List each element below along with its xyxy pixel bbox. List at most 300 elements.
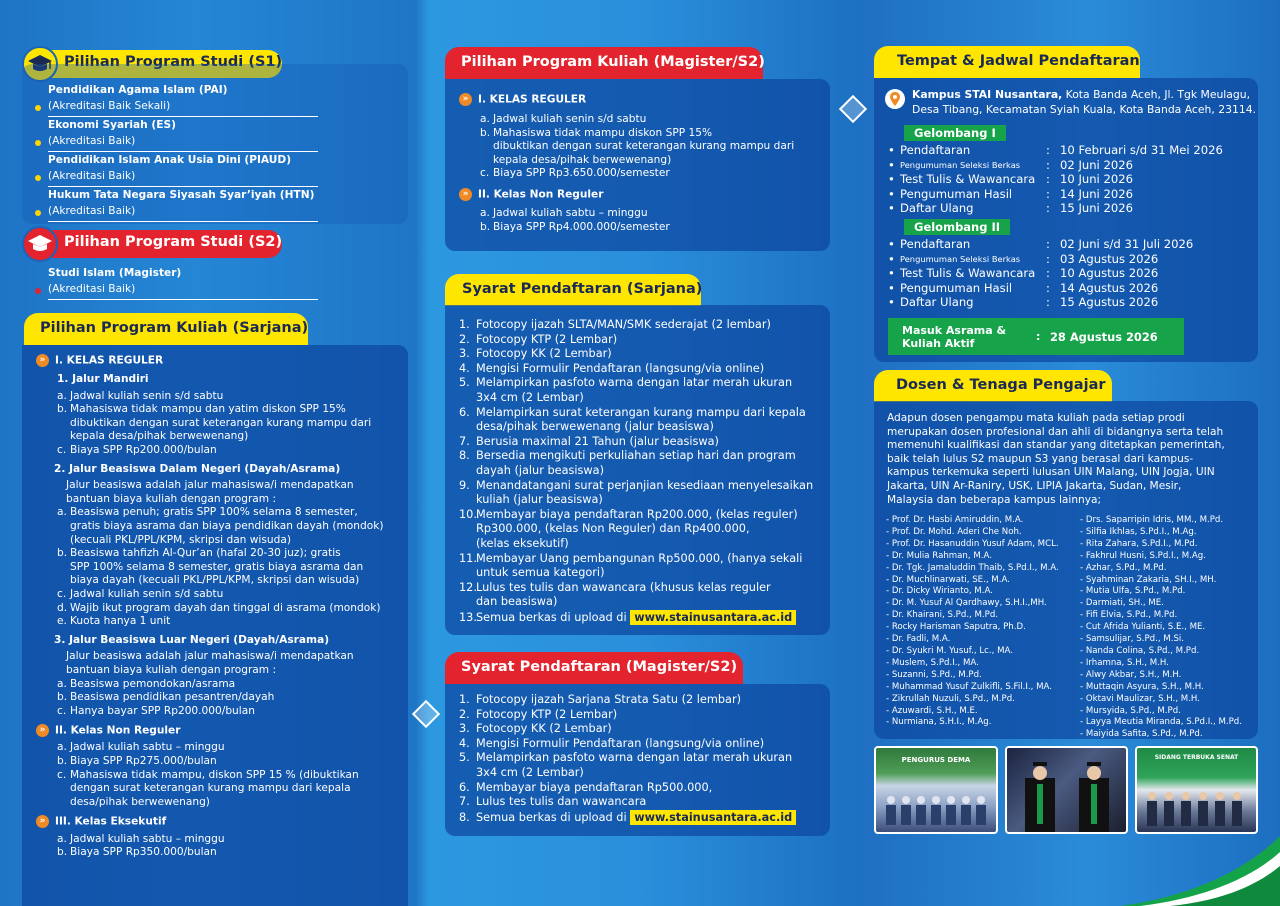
schedule-row xyxy=(888,201,1258,216)
item-marker: a. xyxy=(57,389,67,402)
senate-members-icon xyxy=(1137,748,1258,834)
item-marker: b. xyxy=(57,755,68,768)
schedule-date: 14 Juni 2026 xyxy=(1060,186,1133,201)
item-text: Menandatangani surat perjanjian kesediaan menyelesaikan kuliah (jalur beasiswa) xyxy=(476,478,814,507)
nonreg-heading xyxy=(36,724,402,738)
item-number: 3. xyxy=(459,347,470,361)
item-marker: b. xyxy=(57,691,68,704)
schedule-date: 10 Juni 2026 xyxy=(1060,172,1133,187)
list-item xyxy=(57,705,402,719)
item-number: 10. xyxy=(459,507,477,521)
j3-title: 3. Jalur Beasiswa Luar Negeri (Dayah/Asrama) xyxy=(54,633,330,646)
corner-swoosh-decoration xyxy=(1120,836,1280,906)
schedule-row xyxy=(888,158,1258,173)
item-text: Beasiswa tahfizh Al-Qur’an (hafal 20-30 juz); gratis SPP 100% selama 8 semester, gratis biaya asrama dan biaya dayah (kecuali PKL/PPL/KPM, skripsi dan wisuda) xyxy=(70,547,364,587)
colon: : xyxy=(1046,201,1050,216)
list-item xyxy=(459,751,827,780)
list-item xyxy=(459,737,827,752)
schedule-date: 10 Agustus 2026 xyxy=(1060,266,1159,281)
list-item xyxy=(57,403,402,444)
website-link[interactable]: www.stainusantara.ac.id xyxy=(630,810,796,825)
j2-title: 2. Jalur Beasiswa Dalam Negeri (Dayah/Asrama) xyxy=(54,462,341,475)
list-item xyxy=(57,506,402,547)
program-item xyxy=(48,153,408,187)
list-item xyxy=(57,588,402,602)
dosen-name: - Dr. Mulia Rahman, M.A. xyxy=(886,550,992,561)
panel-left xyxy=(0,0,420,906)
bullet-dot-icon xyxy=(35,210,41,216)
schedule-label: Pengumuman Hasil xyxy=(900,280,1013,295)
program-name: Pendidikan Islam Anak Usia Dini (PIAUD) xyxy=(48,154,292,166)
item-text: Jadwal kuliah sabtu – minggu xyxy=(70,832,225,845)
item-text: Lulus tes tulis dan wawancara (khusus kelas reguler dan beasiswa) xyxy=(476,580,771,609)
item-text: Fotocopy ijazah Sarjana Strata Satu (2 lembar) xyxy=(476,693,742,706)
schedule-row xyxy=(888,281,1258,296)
item-text: Beasiswa penuh; gratis SPP 100% selama 8 semester, gratis biaya asrama dan biaya pendidikan dayah (mondok) (kecuali PKL/PPL/KPM, skripsi dan wisuda) xyxy=(70,506,384,546)
schedule-bullet: • xyxy=(888,251,895,266)
list-item xyxy=(459,581,827,610)
list-item xyxy=(459,333,827,348)
gelombang-1-list xyxy=(888,143,1258,216)
list-item xyxy=(480,221,829,235)
list-item xyxy=(459,708,827,723)
list-item xyxy=(480,167,829,181)
colon: : xyxy=(1046,143,1050,157)
schedule-label: Pendaftaran xyxy=(900,143,971,157)
list-item xyxy=(57,615,402,629)
dosen-name: - Dr. Syukri M. Yusuf., Lc., MA. xyxy=(886,645,1013,656)
group-people-icon xyxy=(876,748,998,834)
item-text: Jadwal kuliah sabtu – minggu xyxy=(493,207,648,220)
eks-heading xyxy=(36,815,402,829)
item-text: Jadwal kuliah senin s/d sabtu xyxy=(493,113,647,126)
syarat-magister-title: Syarat Pendaftaran (Magister/S2) xyxy=(445,652,743,684)
list-item xyxy=(57,444,402,458)
item-marker: a. xyxy=(57,741,67,754)
j2-list xyxy=(57,506,402,628)
list-item xyxy=(57,547,402,588)
list-item xyxy=(459,693,827,708)
dosen-name: - Syahminan Zakaria, SH.I., MH. xyxy=(1080,574,1217,585)
item-marker: b. xyxy=(480,126,491,139)
schedule-row xyxy=(888,172,1258,187)
photo-wisuda xyxy=(1005,746,1128,834)
tempat-jadwal-title: Tempat & Jadwal Pendaftaran xyxy=(874,46,1140,78)
photo-sidang-senat-caption: SIDANG TERBUKA SENAT xyxy=(1154,754,1239,761)
item-marker: c. xyxy=(57,588,67,600)
dosen-name: - Nurmiana, S.H.I., M.Ag. xyxy=(886,717,992,728)
bullet-dot-icon xyxy=(35,140,41,146)
item-text: Berusia maximal 21 Tahun (jalur beasiswa) xyxy=(476,434,719,448)
dosen-name: - Drs. Saparripin Idris, MM., M.Pd. xyxy=(1080,515,1224,525)
item-text: Jadwal kuliah senin s/d sabtu xyxy=(70,588,224,600)
syarat-sarjana-content xyxy=(459,318,827,625)
dosen-title: Dosen & Tenaga Pengajar xyxy=(874,370,1112,402)
syarat-magister-content xyxy=(459,693,827,825)
item-text: Biaya SPP Rp4.000.000/semester xyxy=(493,220,670,233)
photo-pengurus-dema xyxy=(874,746,998,834)
list-item xyxy=(459,552,827,581)
item-text: Jadwal kuliah sabtu – minggu xyxy=(70,741,225,754)
item-number: 11. xyxy=(459,551,477,565)
item-text: Bersedia mengikuti perkuliahan setiap hari dan program dayah (jalur beasiswa) xyxy=(476,449,796,477)
schedule-bullet: • xyxy=(888,201,895,216)
j2-intro: Jalur beasiswa adalah jalur mahasiswa/i mendapatkan bantuan biaya kuliah dengan program : xyxy=(66,479,354,505)
list-item xyxy=(57,741,402,755)
item-text: Biaya SPP Rp275.000/bulan xyxy=(70,755,217,768)
mnon-title: II. Kelas Non Reguler xyxy=(478,188,604,201)
dosen-name: - Fifi Elvia, S.Pd., M.Pd. xyxy=(1080,610,1178,621)
s2-list xyxy=(48,266,408,301)
list-item xyxy=(57,678,402,692)
dosen-name: - Alwy Akbar, S.H., M.H. xyxy=(1080,669,1182,680)
list-item xyxy=(57,755,402,769)
schedule-label: Pengumuman Hasil xyxy=(900,186,1013,201)
list-item xyxy=(480,127,829,168)
item-marker: c. xyxy=(57,704,67,717)
bullet-dot-icon xyxy=(35,105,41,111)
schedule-date: 10 Februari s/d 31 Mei 2026 xyxy=(1060,143,1223,157)
dosen-name: - Samsulijar, S.Pd., M.Si. xyxy=(1080,634,1185,645)
upload-text: Semua berkas di upload di xyxy=(476,610,627,624)
campus-name: Kampus STAI Nusantara, xyxy=(912,88,1063,101)
dosen-name: - Azhar, S.Pd., M.Pd. xyxy=(1080,562,1167,573)
item-text: Jadwal kuliah senin s/d sabtu xyxy=(70,389,224,402)
schedule-row xyxy=(888,237,1258,252)
schedule-bullet: • xyxy=(888,172,895,187)
j3-intro: Jalur beasiswa adalah jalur mahasiswa/i mendapatkan bantuan biaya kuliah dengan program : xyxy=(66,650,354,676)
item-number: 8. xyxy=(459,449,470,463)
schedule-bullet: • xyxy=(888,157,895,172)
double-chevron-icon: » xyxy=(36,724,49,737)
panel-right xyxy=(860,0,1280,906)
item-number: 13. xyxy=(459,610,477,624)
item-marker: d. xyxy=(57,601,68,614)
eks-list xyxy=(57,833,402,860)
item-text: Melampirkan pasfoto warna dengan latar merah ukuran 3x4 cm (2 Lembar) xyxy=(476,751,793,779)
syarat-sarjana-upload xyxy=(459,610,827,625)
website-link[interactable]: www.stainusantara.ac.id xyxy=(630,610,796,625)
schedule-bullet: • xyxy=(888,186,895,201)
dosen-name: - Prof. Dr. Hasbi Amiruddin, M.A. xyxy=(886,515,1024,525)
item-number: 1. xyxy=(459,693,470,706)
asrama-box xyxy=(888,318,1184,355)
program-name: Pendidikan Agama Islam (PAI) xyxy=(48,84,228,96)
item-text: Mengisi Formulir Pendaftaran (langsung/via online) xyxy=(476,736,765,750)
dosen-name: - Dr. Dicky Wirianto, M.A. xyxy=(886,586,993,597)
dosen-name: - Cut Afrida Yulianti, S.E., ME. xyxy=(1080,622,1206,633)
photo-sidang-senat xyxy=(1135,746,1258,834)
list-item xyxy=(57,846,402,860)
program-name: Hukum Tata Negara Siyasah Syar’iyah (HTN) xyxy=(48,189,315,201)
item-text: Mahasiswa tidak mampu diskon SPP 15% dibuktikan dengan surat keterangan kurang mampu dari kepala desa/pihak berwewenang) xyxy=(493,126,795,166)
reg-title: I. KELAS REGULER xyxy=(55,354,164,367)
dosen-name: - Layya Meutia Miranda, S.Pd.I., M.Pd. xyxy=(1080,717,1242,728)
item-marker: b. xyxy=(57,403,68,416)
schedule-date: 03 Agustus 2026 xyxy=(1060,251,1159,266)
schedule-bullet: • xyxy=(888,295,895,310)
item-marker: b. xyxy=(480,220,491,233)
dosen-name: - Muhammad Yusuf Zulkifli, S.Fil.I., MA. xyxy=(886,681,1052,692)
bullet-dot-icon xyxy=(35,175,41,181)
magister-title: Pilihan Program Kuliah (Magister/S2) xyxy=(445,47,763,79)
item-number: 7. xyxy=(459,434,470,448)
schedule-label: Pengumuman Seleksi Berkas xyxy=(900,253,1021,264)
list-item xyxy=(480,207,829,221)
item-text: Membayar Uang pembangunan Rp500.000, (hanya sekali untuk semua kategori) xyxy=(476,551,803,580)
dosen-name: - Mursyida, S.Pd., M.Pd. xyxy=(1080,705,1181,716)
schedule-bullet: • xyxy=(888,236,895,251)
list-item xyxy=(459,362,827,377)
double-chevron-icon: » xyxy=(36,815,49,828)
jadwal-content xyxy=(888,122,1258,310)
schedule-row xyxy=(888,252,1258,267)
asrama-date: 28 Agustus 2026 xyxy=(1050,329,1158,344)
colon: : xyxy=(1046,186,1050,201)
program-name: Ekonomi Syariah (ES) xyxy=(48,119,176,131)
s2-title: Pilihan Program Studi (S2) xyxy=(26,230,282,258)
list-item xyxy=(480,113,829,127)
program-accreditation: (Akreditasi Baik) xyxy=(48,168,318,187)
list-item xyxy=(459,376,827,405)
item-number: 5. xyxy=(459,376,470,390)
list-item xyxy=(57,602,402,616)
list-item xyxy=(57,691,402,705)
program-item xyxy=(48,188,408,222)
dosen-name: - Irhamna, S.H., M.H. xyxy=(1080,657,1169,668)
item-marker: a. xyxy=(480,113,490,126)
panel-middle xyxy=(427,0,853,906)
colon: : xyxy=(1046,157,1050,172)
dosen-name: - Nanda Colina, S.Pd., M.Pd. xyxy=(1080,645,1200,656)
colon: : xyxy=(1036,330,1041,343)
schedule-label: Pengumuman Seleksi Berkas xyxy=(900,159,1021,170)
item-text: Biaya SPP Rp3.650.000/semester xyxy=(493,167,670,180)
program-item xyxy=(48,83,408,117)
dosen-name: - Dr. Khairani, S.Pd., M.Pd. xyxy=(886,610,999,621)
schedule-date: 02 Juni s/d 31 Juli 2026 xyxy=(1060,236,1194,251)
item-marker: b. xyxy=(57,547,68,560)
item-number: 9. xyxy=(459,478,470,492)
dosen-name: - Rita Zahara, S.Pd.I., M.Pd. xyxy=(1080,538,1198,549)
j1-list xyxy=(57,390,402,458)
list-item xyxy=(459,347,827,362)
item-marker: b. xyxy=(57,846,68,859)
item-text: Hanya bayar SPP Rp200.000/bulan xyxy=(70,704,255,717)
program-accreditation: (Akreditasi Baik) xyxy=(48,133,318,152)
schedule-bullet: • xyxy=(888,266,895,281)
nonreg-title: II. Kelas Non Reguler xyxy=(55,724,181,737)
dosen-name: - Mutia Ulfa, S.Pd., M.Pd. xyxy=(1080,586,1186,597)
syarat-sarjana-title: Syarat Pendaftaran (Sarjana) xyxy=(445,274,701,306)
item-marker: a. xyxy=(57,677,67,690)
mreg-title: I. KELAS REGULER xyxy=(478,93,587,106)
location-pin-icon xyxy=(885,89,905,109)
kuliah-sarjana-content xyxy=(36,354,402,860)
dosen-list-right xyxy=(1080,515,1260,741)
dosen-name: - Maiyida Safita, S.Pd., M.Pd. xyxy=(1080,729,1203,740)
s1-list xyxy=(48,83,408,223)
item-number: 4. xyxy=(459,736,470,750)
item-text: Melampirkan surat keterangan kurang mampu dari kepala desa/pihak berwewenang (jalur beasiswa) xyxy=(476,405,806,434)
gelombang-2-badge: Gelombang II xyxy=(904,219,1010,235)
item-text: Wajib ikut program dayah dan tinggal di asrama (mondok) xyxy=(70,601,381,614)
list-item xyxy=(459,449,827,478)
item-number: 3. xyxy=(459,722,470,736)
schedule-row xyxy=(888,295,1258,310)
dosen-name: - Silfia Ikhlas, S.Pd.I., M.Ag. xyxy=(1080,526,1197,537)
item-text: Fotocopy ijazah SLTA/MAN/SMK sederajat (2 lembar) xyxy=(476,318,771,331)
list-item xyxy=(459,406,827,435)
mreg-list xyxy=(480,113,829,181)
item-text: Beasiswa pendidikan pesantren/dayah xyxy=(70,691,275,704)
list-item xyxy=(459,435,827,450)
schedule-label: Test Tulis & Wawancara xyxy=(900,172,1036,187)
item-marker: a. xyxy=(480,207,490,220)
item-number: 4. xyxy=(459,361,470,375)
schedule-date: 15 Juni 2026 xyxy=(1060,201,1133,216)
item-text: Biaya SPP Rp200.000/bulan xyxy=(70,444,217,457)
upload-text: Semua berkas di upload di xyxy=(476,810,627,824)
list-item xyxy=(459,318,827,333)
mnon-heading xyxy=(459,188,829,202)
item-number: 6. xyxy=(459,405,470,419)
schedule-label: Test Tulis & Wawancara xyxy=(900,266,1036,281)
program-item xyxy=(48,118,408,152)
program-item xyxy=(48,266,408,300)
schedule-label: Daftar Ulang xyxy=(900,201,974,216)
bullet-dot-icon xyxy=(35,288,41,294)
dosen-name: - Fakhrul Husni, S.Pd.I., M.Ag. xyxy=(1080,550,1206,561)
j3-list xyxy=(57,678,402,719)
j1-title: 1. Jalur Mandiri xyxy=(57,373,149,386)
schedule-date: 02 Juni 2026 xyxy=(1060,157,1133,172)
gelombang-2-list xyxy=(888,237,1258,310)
reg-heading xyxy=(36,354,402,368)
list-item xyxy=(459,508,827,552)
list-item xyxy=(57,390,402,404)
colon: : xyxy=(1046,295,1050,310)
item-marker: e. xyxy=(57,615,67,628)
item-text: Membayar biaya pendaftaran Rp500.000, xyxy=(476,780,713,794)
item-text: Fotocopy KTP (2 Lembar) xyxy=(476,707,618,721)
schedule-row xyxy=(888,143,1258,158)
dosen-name: - Suzanni, S.Pd., M.Pd. xyxy=(886,669,982,680)
item-text: Fotocopy KK (2 Lembar) xyxy=(476,722,612,736)
dosen-list-left xyxy=(886,515,1086,729)
syarat-magister-upload xyxy=(459,810,827,825)
schedule-date: 14 Agustus 2026 xyxy=(1060,280,1159,295)
item-marker: a. xyxy=(57,506,67,519)
item-text: Fotocopy KK (2 Lembar) xyxy=(476,347,612,361)
graduation-cap-red-icon xyxy=(22,226,58,262)
dosen-name: - Dr. Muchlinarwati, SE., M.A. xyxy=(886,574,1010,585)
double-chevron-icon: » xyxy=(459,188,472,201)
item-number: 7. xyxy=(459,795,470,809)
campus-address xyxy=(912,88,1257,117)
dosen-name: - Dr. M. Yusuf Al Qardhawy, S.H.I.,MH. xyxy=(886,598,1047,609)
dosen-name: - Muslem, S.Pd.I., MA. xyxy=(886,657,979,668)
item-marker: a. xyxy=(57,832,67,845)
colon: : xyxy=(1046,251,1050,266)
colon: : xyxy=(1046,280,1050,295)
dosen-description: Adapun dosen pengampu mata kuliah pada setiap prodi merupakan dosen profesional dan ahli di bidangnya serta telah memenuhi kualifikasi dan standar yang ditetapkan pemerintah, baik telah lulus S2 maupun S3 yang berasal dari kampus-kampus terkemuka seperti lulusan UIN Malang, UIN Jogja, UIN Jakarta, UIN Ar-Raniry, USK, LIPIA Jakarta, Sudan, Mesir, Malaysia dan beberapa kampus lainnya; xyxy=(887,412,1225,506)
item-marker: c. xyxy=(57,444,67,457)
asrama-label: Masuk Asrama & Kuliah Aktif xyxy=(902,323,1007,350)
syarat-magister-list xyxy=(459,693,827,810)
campus-address-line2: Desa Tibang, Kecamatan Syiah Kuala, Kota Banda Aceh, 23114. xyxy=(912,102,1256,116)
list-item xyxy=(57,769,402,810)
colon: : xyxy=(1046,236,1050,251)
program-name: Studi Islam (Magister) xyxy=(48,267,182,279)
mreg-heading xyxy=(459,93,829,107)
photo-pengurus-dema-caption: PENGURUS DEMA xyxy=(901,756,971,764)
campus-address-line1: Kota Banda Aceh, Jl. Tgk Meulagu, xyxy=(1062,88,1251,101)
list-item xyxy=(459,722,827,737)
item-text: Lulus tes tulis dan wawancara xyxy=(476,795,647,809)
colon: : xyxy=(1046,266,1050,281)
dosen-name: - Oktavi Maulizar, S.H., M.H. xyxy=(1080,693,1200,704)
list-item xyxy=(459,781,827,796)
double-chevron-icon: » xyxy=(36,354,49,367)
program-accreditation: (Akreditasi Baik Sekali) xyxy=(48,98,318,117)
program-accreditation: (Akreditasi Baik) xyxy=(48,203,318,222)
item-number: 12. xyxy=(459,580,477,594)
schedule-row xyxy=(888,266,1258,281)
item-marker: c. xyxy=(57,768,67,781)
item-marker: c. xyxy=(480,167,490,180)
program-accreditation: (Akreditasi Baik) xyxy=(48,281,318,300)
item-text: Mahasiswa tidak mampu, diskon SPP 15 % (dibuktikan dengan surat keterangan kurang mampu dari kepala desa/pihak berwewenang) xyxy=(70,768,359,808)
syarat-sarjana-list xyxy=(459,318,827,610)
dosen-name: - Muttaqin Asyura, S.H., M.H. xyxy=(1080,681,1204,692)
item-text: Mengisi Formulir Pendaftaran (langsung/via online) xyxy=(476,361,765,375)
graduates-icon xyxy=(1007,748,1128,834)
nonreg-list xyxy=(57,741,402,809)
magister-content xyxy=(459,93,829,234)
list-item xyxy=(459,795,827,810)
colon: : xyxy=(1046,172,1050,187)
item-text: Kuota hanya 1 unit xyxy=(70,615,171,628)
mnon-list xyxy=(480,207,829,234)
item-number: 2. xyxy=(459,332,470,346)
item-number: 6. xyxy=(459,780,470,794)
dosen-name: - Dr. Fadli, M.A. xyxy=(886,634,951,645)
item-text: Beasiswa pemondokan/asrama xyxy=(70,677,236,690)
schedule-bullet: • xyxy=(888,280,895,295)
list-item xyxy=(459,479,827,508)
schedule-date: 15 Agustus 2026 xyxy=(1060,295,1159,310)
dosen-name: - Dr. Tgk. Jamaluddin Thaib, S.Pd.I., M.A. xyxy=(886,562,1059,573)
dosen-name: - Darmiati, SH., ME. xyxy=(1080,598,1164,609)
eks-title: III. Kelas Eksekutif xyxy=(55,815,167,828)
item-text: Fotocopy KTP (2 Lembar) xyxy=(476,332,618,346)
schedule-row xyxy=(888,187,1258,202)
item-number: 1. xyxy=(459,318,470,331)
dosen-name: - Prof. Dr. Hasanuddin Yusuf Adam, MCL. xyxy=(886,538,1059,549)
s1-title: Pilihan Program Studi (S1) xyxy=(26,50,282,78)
item-text: Membayar biaya pendaftaran Rp200.000, (kelas reguler) Rp300.000, (kelas Non Reguler) dan Rp400.000, (kelas eksekutif) xyxy=(476,507,798,550)
schedule-label: Daftar Ulang xyxy=(900,295,974,310)
dosen-name: - Prof. Dr. Mohd. Aderi Che Noh. xyxy=(886,526,1022,537)
item-number: 5. xyxy=(459,751,470,765)
item-text: Mahasiswa tidak mampu dan yatim diskon SPP 15% dibuktikan dengan surat keterangan kurang mampu dari kepala desa/pihak berwewenang) xyxy=(70,403,372,443)
item-number: 2. xyxy=(459,707,470,721)
kuliah-sarjana-title: Pilihan Program Kuliah (Sarjana) xyxy=(24,313,308,345)
item-text: Biaya SPP Rp350.000/bulan xyxy=(70,846,217,859)
gelombang-1-badge: Gelombang I xyxy=(904,125,1006,141)
item-number: 8. xyxy=(459,810,470,824)
